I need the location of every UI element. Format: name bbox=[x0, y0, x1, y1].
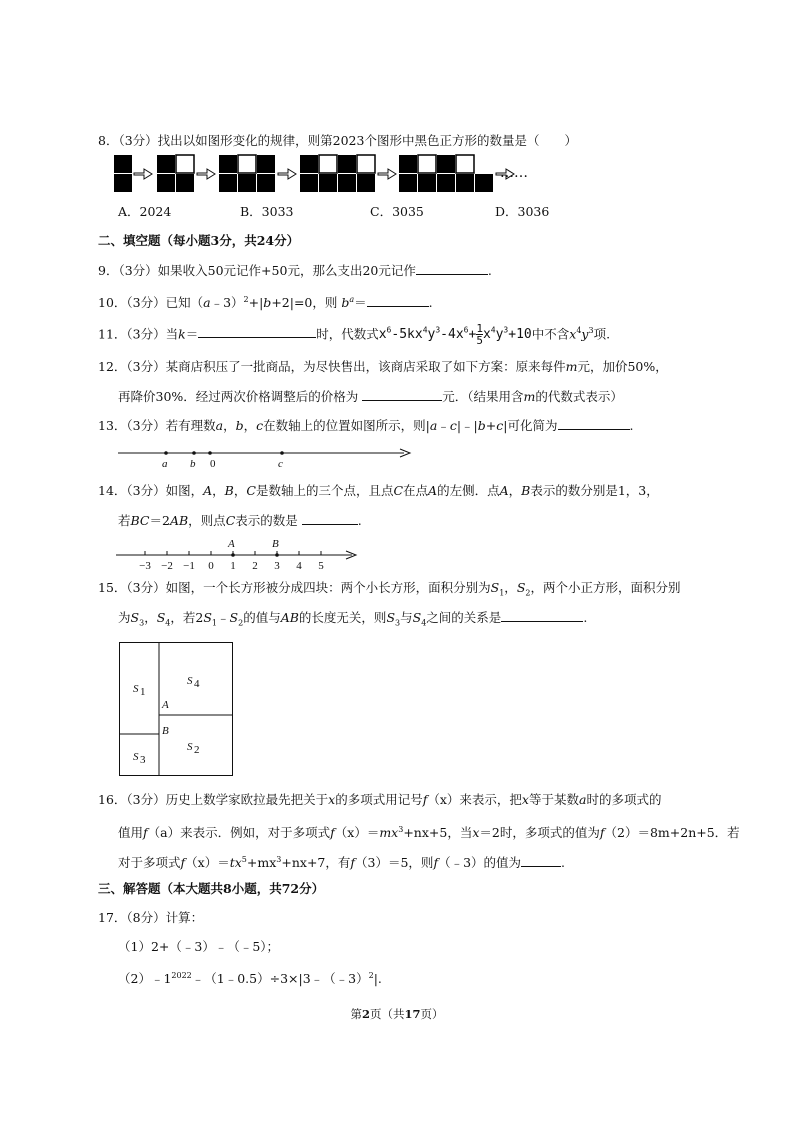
q13-number-line bbox=[118, 444, 418, 474]
q16-line1: 16．（3分）历史上数学家欧拉最先把关于x的多项式用记号f（x）来表示，把x等于某数a时的多项式的 bbox=[98, 792, 662, 807]
pattern-2 bbox=[157, 155, 194, 192]
svg-text:3: 3 bbox=[140, 754, 146, 766]
q13-label-a: a bbox=[162, 458, 168, 470]
q13: 13．（3分）若有理数a，b，c在数轴上的位置如图所示，则|a﹣c|﹣|b+c|可化简为 . bbox=[98, 418, 634, 433]
q14-point-b: B bbox=[272, 538, 279, 550]
arrow-icon bbox=[134, 169, 152, 179]
page-footer: 第2页（共17页） bbox=[350, 1007, 444, 1021]
q11-answer-blank[interactable] bbox=[198, 324, 316, 338]
q11-polynomial: $x^6-5kx^4y^3-4x^6+$ $\frac{1}{5}$ $x^4y^3+10$ bbox=[378, 322, 532, 348]
section-heading-solve: 三、解答题（本大题共8小题，共72分） bbox=[98, 881, 325, 896]
q10-exp: 2 bbox=[243, 295, 249, 304]
pattern-4 bbox=[300, 155, 375, 192]
q14-tick-label: 2 bbox=[252, 560, 258, 572]
q14-line2: 若BC＝2AB，则点C表示的数是 . bbox=[118, 513, 362, 528]
q8-pattern-figure bbox=[114, 155, 534, 195]
q14-tick-label: −1 bbox=[183, 560, 195, 572]
q11-tx: x bbox=[569, 326, 577, 342]
pattern-5 bbox=[399, 155, 493, 192]
q8-option-b[interactable]: B．3033 bbox=[240, 204, 294, 219]
svg-text:A: A bbox=[162, 699, 169, 711]
q15-rectangle-figure bbox=[119, 642, 234, 777]
q10-end: . bbox=[428, 295, 433, 311]
q16-line3: 对于多项式$f(x)=tx^5+mx^3+nx+7$，有f（3）＝5，则f（﹣3）的值为 . bbox=[118, 855, 566, 871]
q13-answer-blank[interactable] bbox=[558, 416, 630, 430]
svg-text:B: B bbox=[162, 725, 169, 737]
q10 bbox=[98, 291, 433, 312]
q10-var-b2: b bbox=[341, 295, 350, 311]
q11-fraction: $\frac{1}{5}$ bbox=[476, 322, 483, 348]
q13-label-b: b bbox=[190, 458, 196, 470]
q14-tick-label: −3 bbox=[139, 560, 151, 572]
q10-answer-blank[interactable] bbox=[367, 293, 429, 307]
q14-line1: 14．（3分）如图，A，B，C是数轴上的三个点，且点C在点A的左侧．点A，B表示的数分别是1，3， bbox=[98, 483, 659, 498]
pattern-1 bbox=[114, 155, 132, 192]
q14-tick-label: 0 bbox=[208, 560, 214, 572]
q16-line2: 值用f（a）来表示．例如，对于多项式$f(x)=mx^3+nx+5$，当x＝2时，多项式的值为f（2）＝8m+2n+5．若 bbox=[118, 825, 740, 841]
q9-answer-blank[interactable] bbox=[416, 261, 488, 275]
q12-answer-blank[interactable] bbox=[362, 387, 442, 401]
q11-ty: y bbox=[581, 326, 589, 342]
svg-text:S: S bbox=[133, 683, 139, 695]
q15-line1: 15．（3分）如图，一个长方形被分成四块：两个小长方形，面积分别为$S_1$，$S_2$，两个小正方形，面积分别 bbox=[98, 580, 681, 598]
pattern-3 bbox=[219, 155, 275, 192]
q14-tick-label: 4 bbox=[296, 560, 302, 572]
arrow-icon bbox=[197, 169, 215, 179]
q9-end: . bbox=[487, 263, 492, 278]
q14-point-a: A bbox=[228, 538, 235, 550]
q17-head: 17．（8分）计算： bbox=[98, 910, 204, 925]
q14-tick-label: 3 bbox=[274, 560, 280, 572]
q14-tick-label: 1 bbox=[230, 560, 236, 572]
q9 bbox=[98, 261, 492, 280]
q11-tail1: 中不含 bbox=[531, 326, 570, 342]
q16-answer-blank[interactable] bbox=[521, 853, 561, 867]
q15-answer-blank[interactable] bbox=[501, 608, 583, 622]
q14-tick-label: −2 bbox=[161, 560, 173, 572]
q8-option-d[interactable]: D．3036 bbox=[495, 204, 550, 219]
q11-tail2: 项. bbox=[593, 326, 611, 342]
q9-text: 9．（3分）如果收入50元记作+50元，那么支出20元记作 bbox=[98, 263, 416, 278]
q10-mid2: +| bbox=[248, 295, 264, 311]
svg-text:S: S bbox=[133, 751, 139, 763]
q10-exp-a: a bbox=[349, 295, 355, 304]
svg-text:1: 1 bbox=[140, 686, 146, 698]
q10-eq: ＝ bbox=[354, 295, 367, 311]
q10-mid1: ﹣3） bbox=[210, 295, 244, 311]
arrow-icon bbox=[378, 169, 396, 179]
svg-text:4: 4 bbox=[194, 678, 200, 690]
svg-text:S: S bbox=[187, 675, 193, 687]
q12-line1: 12．（3分）某商店积压了一批商品，为尽快售出，该商店采取了如下方案：原来每件m元，加价50%， bbox=[98, 359, 668, 374]
q11: 11．（3分）当k＝ 时，代数式$x^6-5kx^4y^3-4x^6+$ $\frac{1}{5}$ $x^4y^3+10$中不含$x^4y^3$项. bbox=[98, 322, 611, 348]
arrow-icon bbox=[278, 169, 296, 179]
q8-ellipsis: …… bbox=[500, 165, 528, 181]
q12-line2: 再降价30%．经过两次价格调整后的价格为 元．（结果用含m的代数式表示） bbox=[118, 389, 623, 404]
section-heading-fill-in: 二、填空题（每小题3分，共24分） bbox=[98, 233, 300, 248]
q14-answer-blank[interactable] bbox=[302, 511, 358, 525]
q8-option-c[interactable]: C．3035 bbox=[370, 204, 424, 219]
svg-text:S: S bbox=[187, 741, 193, 753]
q10-var-b: b bbox=[263, 295, 272, 311]
svg-text:2: 2 bbox=[194, 744, 200, 756]
q11-eq: ＝ bbox=[185, 326, 199, 342]
q17-part2: $(2)﹣1^{2022}﹣(1﹣0.5)\div 3\times|3﹣(﹣3)^2|$. bbox=[118, 971, 382, 987]
q14-number-line bbox=[116, 536, 366, 572]
q15-line2: 为$S_3$，$S_4$，若$2S_1﹣S_2$的值与AB的长度无关，则$S_3$与$S_4$之间的关系是 . bbox=[118, 610, 588, 628]
q11-var-k: k bbox=[178, 326, 186, 342]
q8-option-a[interactable]: A．2024 bbox=[118, 204, 172, 219]
q13-label-c: c bbox=[278, 458, 283, 470]
q13-label-zero: 0 bbox=[210, 458, 216, 470]
q10-var-a: a bbox=[203, 295, 211, 311]
q11-pre: 11．（3分）当 bbox=[98, 326, 179, 342]
q8-text: 8．（3分）找出以如图形变化的规律，则第2023个图形中黑色正方形的数量是（ ） bbox=[98, 133, 577, 148]
q17-part1: （1）2+（﹣3）﹣（﹣5）； bbox=[118, 939, 280, 954]
q14-tick-label: 5 bbox=[318, 560, 324, 572]
q11-mid: 时，代数式 bbox=[316, 326, 379, 342]
q10-pre: 10．（3分）已知（ bbox=[98, 295, 204, 311]
q10-mid3: +2|=0，则 bbox=[271, 295, 342, 311]
